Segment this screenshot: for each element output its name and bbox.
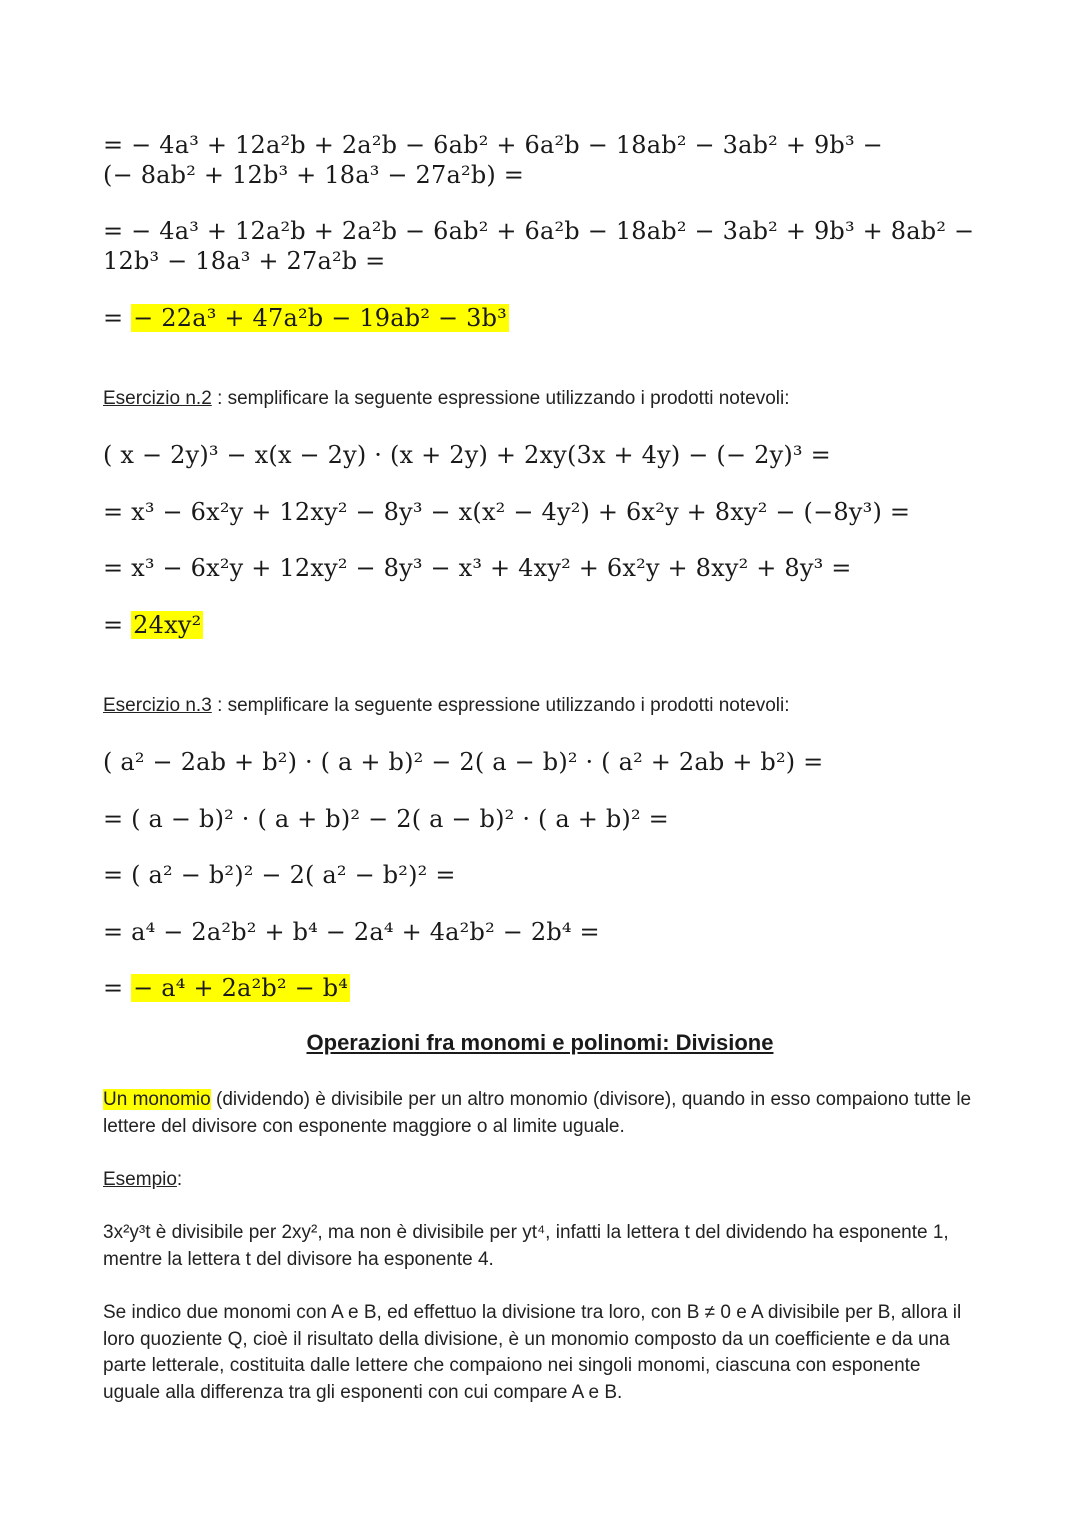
division-paragraph-2: 3x²y³t è divisibile per 2xy², ma non è divisibile per yt⁴, infatti la lettera t del dividendo ha esponente 1, mentre la lettera t del divisore ha esponente 4. bbox=[103, 1222, 949, 1270]
ex3-line-1: ( a² − 2ab + b²) · ( a + b)² − 2( a − b)² · ( a² + 2ab + b²) = bbox=[103, 748, 824, 776]
ex2-line-2: = x³ − 6x²y + 12xy² − 8y³ − x(x² − 4y²) + 6x²y + 8xy² − (−8y³) = bbox=[103, 498, 911, 526]
division-paragraph-1-text: (dividendo) è divisibile per un altro monomio (divisore), quando in esso compaiono tutte le lettere del divisore con esponente maggiore o al limite uguale. bbox=[103, 1089, 972, 1137]
ex1-result-prefix: = bbox=[103, 304, 124, 332]
section-heading: Operazioni fra monomi e polinomi: Divisione bbox=[306, 1030, 774, 1055]
example-label-line bbox=[103, 1167, 973, 1194]
ex3-result-highlight: − a⁴ + 2a²b² − b⁴ bbox=[133, 974, 349, 1002]
division-paragraph-3: Se indico due monomi con A e B, ed effettuo la divisione tra loro, con B ≠ 0 e A divisibile per B, allora il loro quoziente Q, cioè il risultato della divisione, è un monomio composto da un coefficiente e da una parte letterale, costituita dalle lettere che compaiono nei singoli monomi, ciascuna con esponente uguale alla differenza tra gli esponenti con cui compare A e B. bbox=[103, 1302, 962, 1403]
ex1-line-4: 12b³ − 18a³ + 27a²b = bbox=[103, 247, 386, 275]
ex2-result-highlight: 24xy² bbox=[133, 611, 202, 639]
ex3-line-2: = ( a − b)² · ( a + b)² − 2( a − b)² · ( a + b)² = bbox=[103, 805, 669, 833]
ex1-result-line bbox=[103, 303, 509, 333]
ex1-line-1: = − 4a³ + 12a²b + 2a²b − 6ab² + 6a²b − 18ab² − 3ab² + 9b³ − bbox=[103, 131, 883, 159]
ex2-title: Esercizio n.2 bbox=[103, 388, 212, 409]
example-colon: : bbox=[176, 1169, 183, 1190]
ex3-result-line bbox=[103, 973, 350, 1003]
ex1-line-2: (− 8ab² + 12b³ + 18a³ − 27a²b) = bbox=[103, 161, 525, 189]
ex2-instruction: : semplificare la seguente espressione utilizzando i prodotti notevoli: bbox=[217, 388, 790, 409]
monomio-highlight: Un monomio bbox=[103, 1089, 211, 1110]
example-label: Esempio bbox=[103, 1169, 177, 1190]
ex3-title-line bbox=[103, 693, 973, 720]
ex3-instruction: : semplificare la seguente espressione utilizzando i prodotti notevoli: bbox=[217, 695, 790, 716]
ex3-line-3: = ( a² − b²)² − 2( a² − b²)² = bbox=[103, 861, 456, 889]
ex2-result-line bbox=[103, 610, 203, 640]
ex2-result-prefix: = bbox=[103, 611, 124, 639]
division-paragraph-1 bbox=[103, 1087, 973, 1140]
ex3-result-prefix: = bbox=[103, 974, 124, 1002]
ex2-title-line bbox=[103, 386, 973, 413]
ex3-title: Esercizio n.3 bbox=[103, 695, 212, 716]
ex2-line-1: ( x − 2y)³ − x(x − 2y) · (x + 2y) + 2xy(3x + 4y) − (− 2y)³ = bbox=[103, 441, 831, 469]
ex1-result-highlight: − 22a³ + 47a²b − 19ab² − 3b³ bbox=[133, 304, 507, 332]
ex1-line-3: = − 4a³ + 12a²b + 2a²b − 6ab² + 6a²b − 18ab² − 3ab² + 9b³ + 8ab² − bbox=[103, 217, 975, 245]
ex2-line-3: = x³ − 6x²y + 12xy² − 8y³ − x³ + 4xy² + 6x²y + 8xy² + 8y³ = bbox=[103, 554, 852, 582]
ex3-line-4: = a⁴ − 2a²b² + b⁴ − 2a⁴ + 4a²b² − 2b⁴ = bbox=[103, 918, 600, 946]
